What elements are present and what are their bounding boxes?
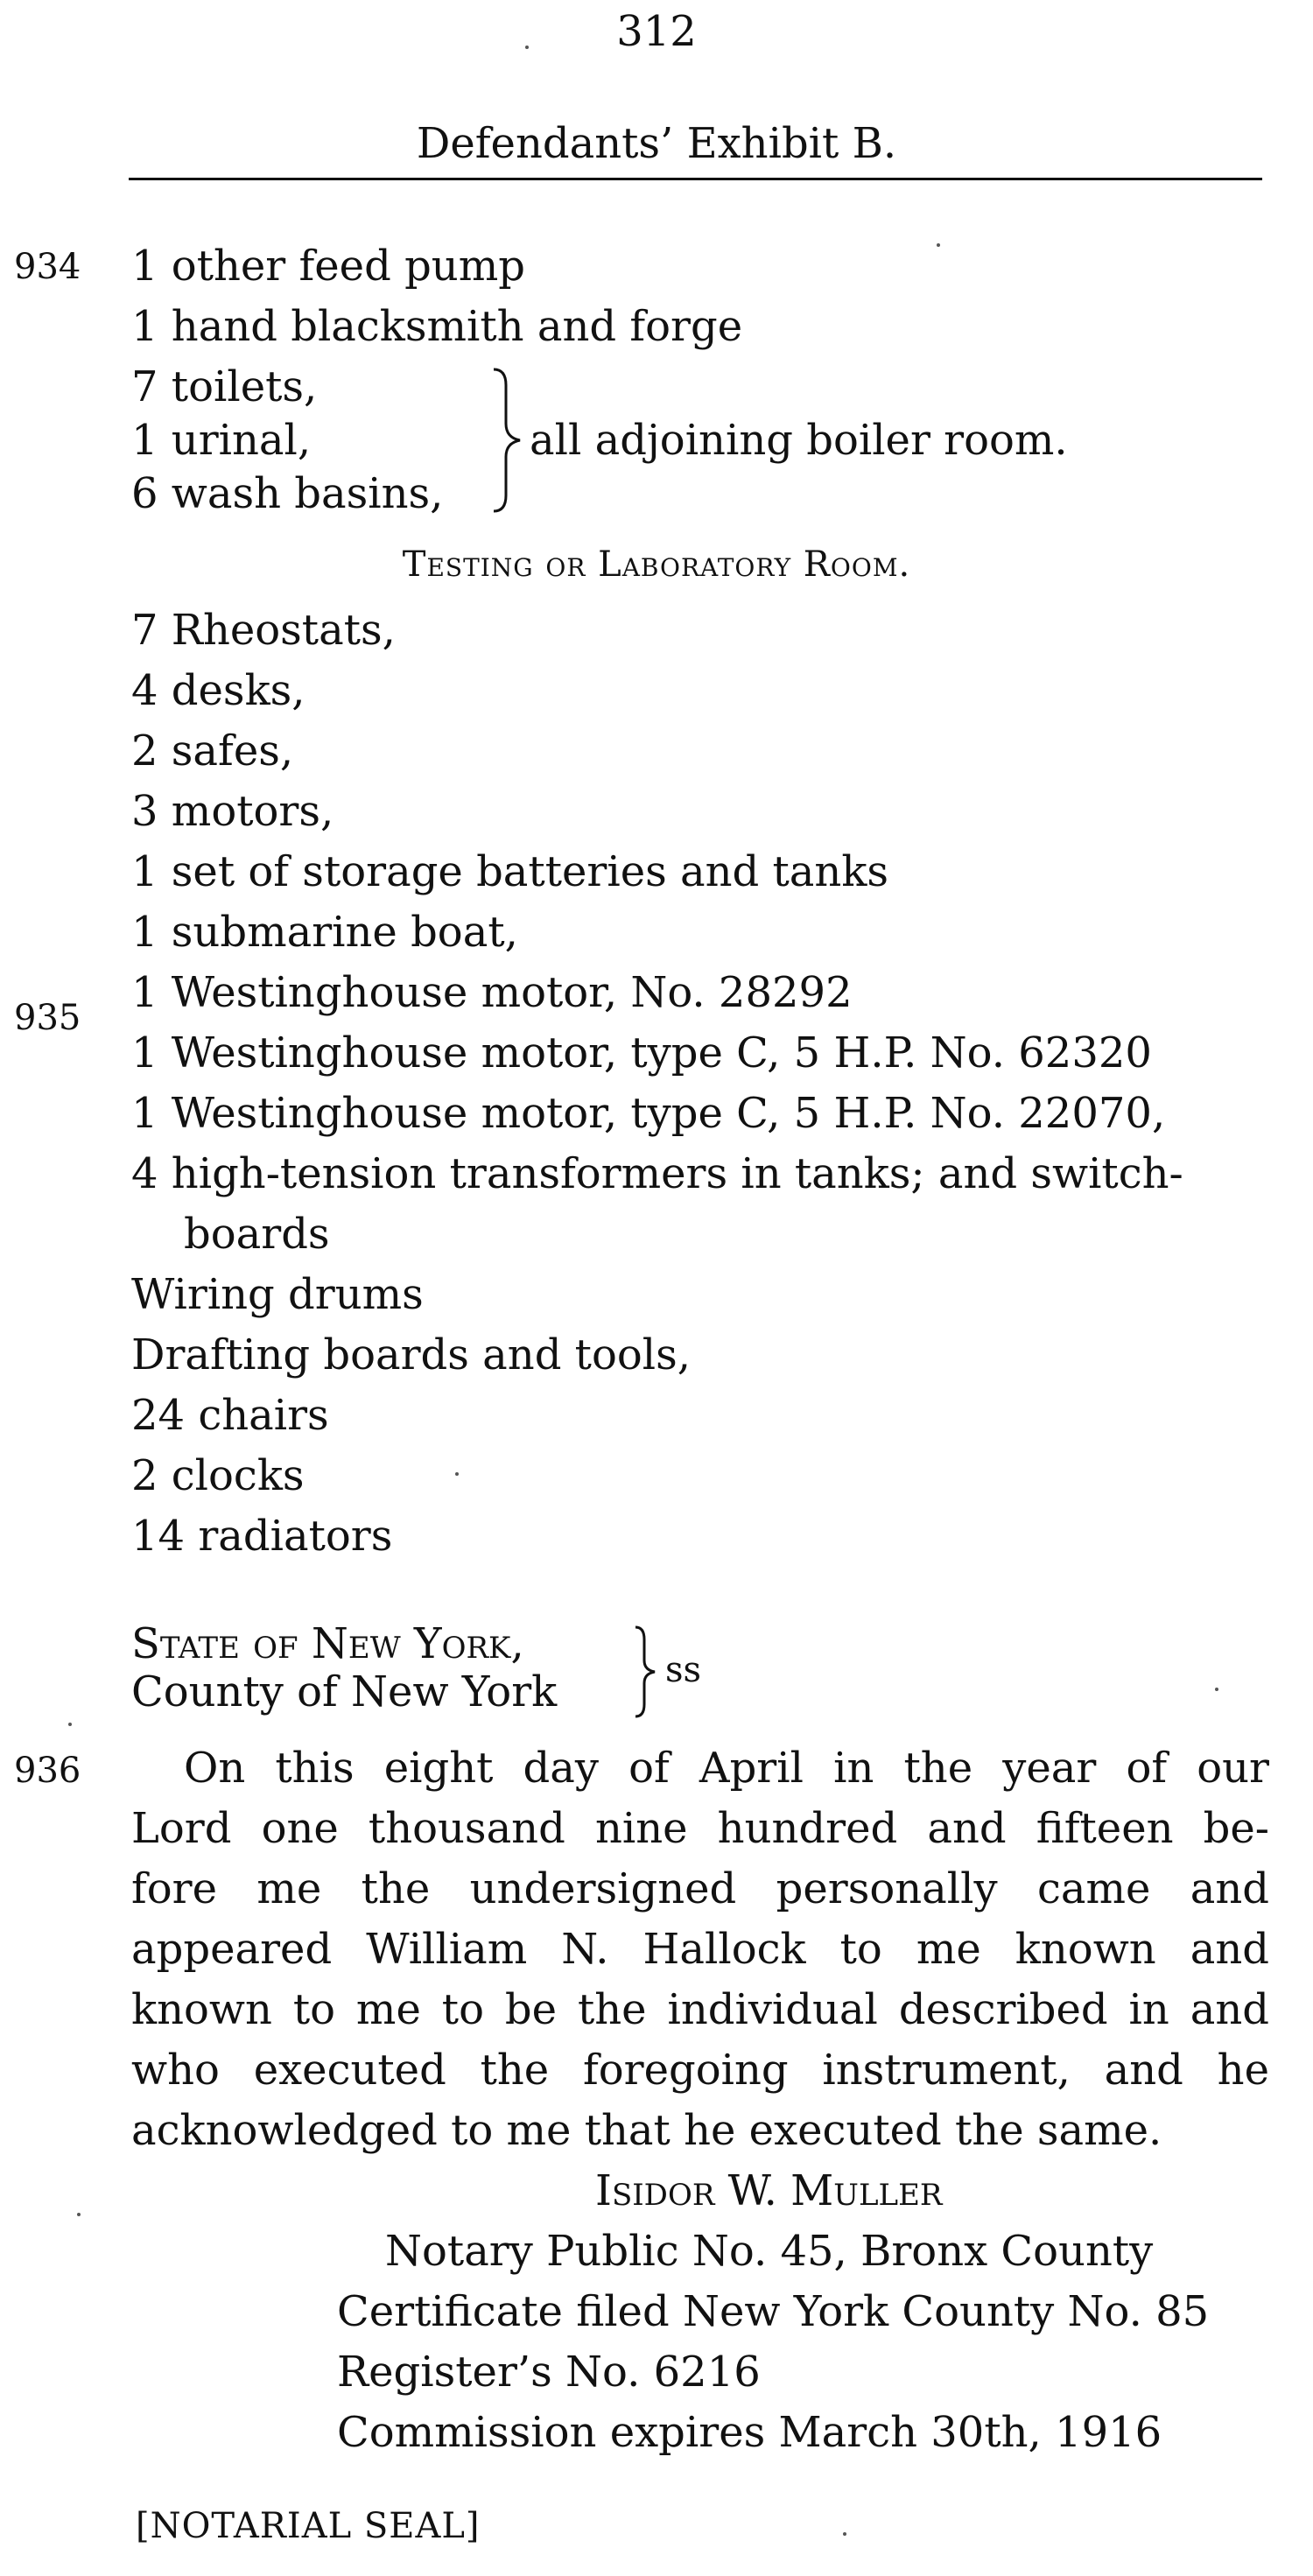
- right-brace-icon: [490, 366, 525, 515]
- acknowledgment-line: Lord one thousand nine hundred and fifteen be-: [131, 1804, 1269, 1853]
- lab-item: 1 submarine boat,: [131, 908, 518, 957]
- lab-item: Drafting boards and tools,: [131, 1330, 691, 1379]
- notarial-seal-label: [NOTARIAL SEAL]: [136, 2506, 481, 2546]
- lab-item: Wiring drums: [131, 1270, 424, 1319]
- acknowledgment-line: fore me the undersigned personally came and: [131, 1864, 1269, 1913]
- notary-name: Isidor W. Muller: [595, 2166, 943, 2215]
- notary-line: Notary Public No. 45, Bronx County: [385, 2227, 1154, 2276]
- lab-item: 1 set of storage batteries and tanks: [131, 847, 889, 896]
- scan-speck: [937, 243, 940, 247]
- venue-county: County of New York: [131, 1667, 558, 1716]
- venue-state: State of New York,: [131, 1619, 524, 1668]
- lab-item: 14 radiators: [131, 1512, 393, 1561]
- acknowledgment-line: who executed the foregoing instrument, and he: [131, 2046, 1269, 2095]
- lab-item: 1 Westinghouse motor, type C, 5 H.P. No. 22070,: [131, 1089, 1166, 1138]
- equipment-line: 1 other feed pump: [131, 242, 525, 291]
- equipment-line: 1 urinal,: [131, 416, 312, 465]
- brace-note: all adjoining boiler room.: [530, 416, 1068, 465]
- acknowledgment-line: On this eight day of April in the year of our: [184, 1744, 1269, 1793]
- lab-item: boards: [184, 1210, 330, 1259]
- header-rule: [129, 178, 1262, 180]
- acknowledgment-line: known to me to be the individual described in and: [131, 1985, 1269, 2034]
- right-brace-icon: [632, 1624, 658, 1720]
- margin-number-935: 935: [14, 998, 81, 1038]
- scan-speck: [525, 46, 529, 49]
- lab-item: 1 Westinghouse motor, type C, 5 H.P. No. 62320: [131, 1028, 1152, 1077]
- ss-abbreviation: ss: [665, 1650, 702, 1690]
- lab-item: 3 motors,: [131, 787, 334, 836]
- equipment-line: 6 wash basins,: [131, 469, 444, 518]
- equipment-line: 7 toilets,: [131, 362, 318, 411]
- scan-speck: [68, 1723, 72, 1726]
- page-number: 312: [616, 7, 697, 56]
- lab-item: 24 chairs: [131, 1391, 329, 1440]
- notary-line: Register’s No. 6216: [337, 2348, 761, 2397]
- lab-item: 7 Rheostats,: [131, 606, 396, 655]
- margin-number-936: 936: [14, 1751, 81, 1791]
- lab-item: 2 safes,: [131, 726, 294, 776]
- notary-line: Certificate filed New York County No. 85: [337, 2287, 1210, 2336]
- equipment-line: 1 hand blacksmith and forge: [131, 302, 743, 351]
- margin-number-934: 934: [14, 247, 81, 287]
- lab-item: 2 clocks: [131, 1451, 305, 1500]
- notary-line: Commission expires March 30th, 1916: [337, 2408, 1162, 2457]
- lab-item: 1 Westinghouse motor, No. 28292: [131, 968, 853, 1017]
- scan-speck: [77, 2213, 81, 2216]
- acknowledgment-line: appeared William N. Hallock to me known and: [131, 1925, 1269, 1974]
- scan-speck: [843, 2532, 846, 2536]
- section-heading: Testing or Laboratory Room.: [402, 544, 911, 585]
- exhibit-title: Defendants’ Exhibit B.: [416, 119, 897, 168]
- scan-speck: [455, 1472, 459, 1476]
- lab-item: 4 high-tension transformers in tanks; and switch-: [131, 1149, 1183, 1198]
- acknowledgment-line: acknowledged to me that he executed the same.: [131, 2106, 1162, 2155]
- scan-speck: [1215, 1688, 1218, 1691]
- lab-item: 4 desks,: [131, 666, 305, 715]
